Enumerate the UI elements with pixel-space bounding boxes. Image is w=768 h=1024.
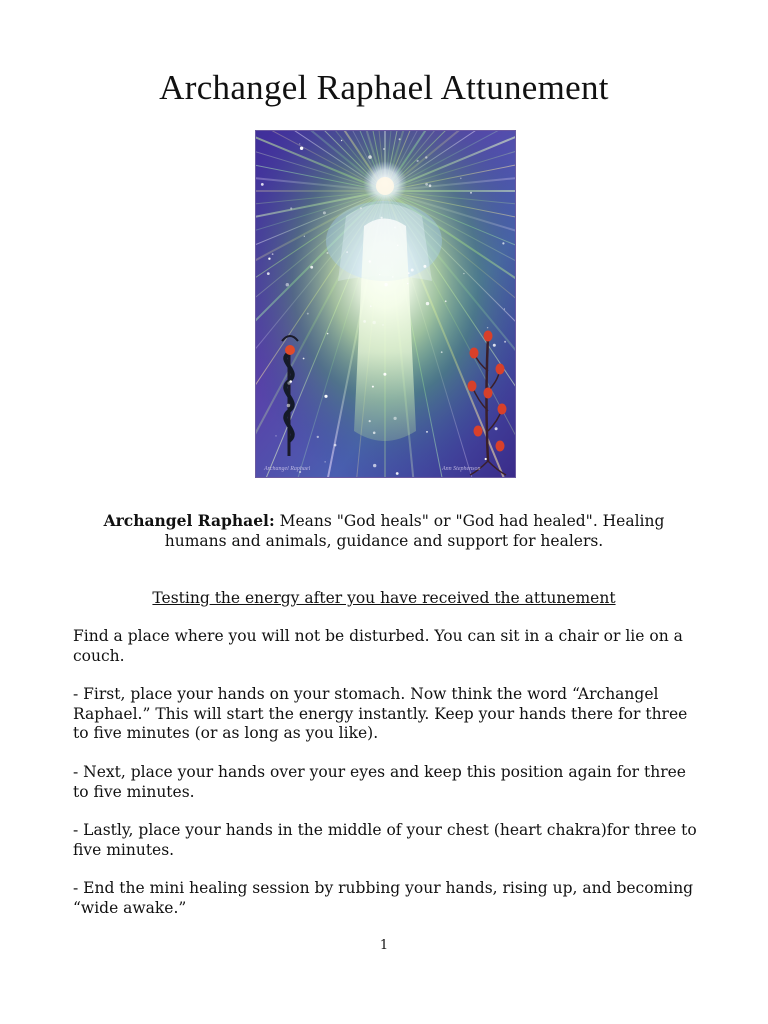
painting-canvas xyxy=(256,131,515,477)
paragraph-step-chest: - Lastly, place your hands in the middle of your chest (heart chakra)for three to five minutes. xyxy=(73,821,697,859)
intro-text: Means "God heals" or "God had healed". Healing humans and animals, guidance and support for healers. xyxy=(164,512,665,550)
intro-definition xyxy=(80,511,688,551)
intro-term: Archangel Raphael: xyxy=(103,511,275,530)
paragraph-intro: Find a place where you will not be disturbed. You can sit in a chair or lie on a couch. xyxy=(73,627,683,665)
paragraph-step-end: - End the mini healing session by rubbing your hands, rising up, and becoming “wide awake.” xyxy=(73,879,694,917)
paragraph-step-eyes: - Next, place your hands over your eyes and keep this position again for three to five minutes. xyxy=(73,763,686,801)
section-heading: Testing the energy after you have received the attunement xyxy=(152,589,616,607)
angel-figure xyxy=(354,219,416,442)
archangel-raphael-painting xyxy=(255,130,516,478)
paragraph-step-stomach: - First, place your hands on your stomach. Now think the word “Archangel Raphael.” This will start the energy instantly. Keep your hands there for three to five minutes (or as long as you like). xyxy=(73,685,688,742)
signature-right: Ann Stephenson xyxy=(442,466,481,472)
page-title: Archangel Raphael Attunement xyxy=(159,68,609,107)
page-number: 1 xyxy=(379,938,389,953)
signature-left: Archangel Raphael xyxy=(264,466,311,472)
